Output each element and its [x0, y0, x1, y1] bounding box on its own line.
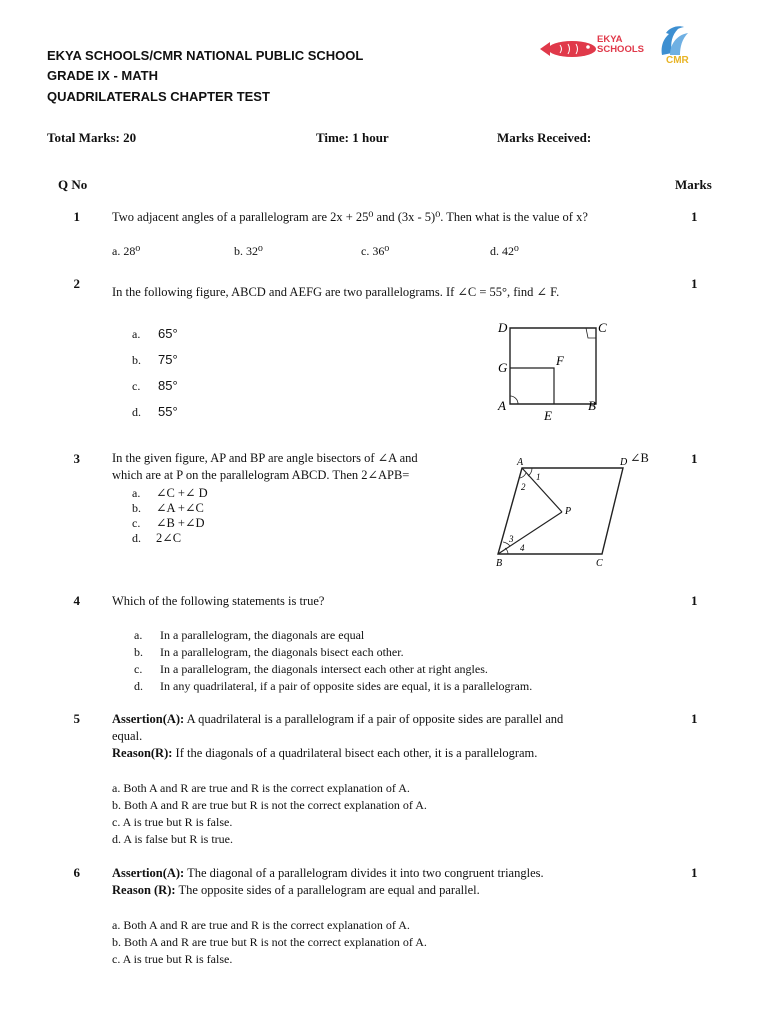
- option-d: d. 2∠C: [132, 531, 182, 545]
- assertion: [112, 865, 662, 899]
- vertex-label-g: G: [498, 360, 508, 375]
- test-title: QUADRILATERALS CHAPTER TEST: [47, 89, 270, 104]
- total-marks: Total Marks: 20: [47, 130, 137, 145]
- question-marks: 1: [691, 209, 698, 224]
- reason-label: Reason (R):: [112, 883, 176, 897]
- options-list: [112, 780, 427, 848]
- fish-icon: [538, 38, 598, 60]
- question-text: In the following figure, ABCD and AEFG are two parallelograms. If ∠C = 55°, find ∠ F.: [112, 285, 560, 299]
- marks-column-header: Marks: [675, 177, 712, 192]
- option-a: a. ∠C +∠ D: [132, 486, 208, 500]
- angle-label-2: 2: [521, 482, 526, 492]
- angle-label-3: 3: [509, 534, 514, 544]
- vertex-label-p: P: [565, 506, 572, 517]
- option-b: b. 75°: [132, 352, 178, 367]
- option-b: b. Both A and R are true but R is not the correct explanation of A.: [112, 798, 427, 812]
- options-list: [132, 486, 208, 546]
- vertex-label-c: C: [596, 558, 603, 569]
- option-c: c. In a parallelogram, the diagonals intersect each other at right angles.: [134, 662, 488, 676]
- school-name: EKYA SCHOOLS/CMR NATIONAL PUBLIC SCHOOL: [47, 48, 364, 63]
- ekya-logo-line2: SCHOOLS: [597, 44, 644, 55]
- assertion: [112, 711, 662, 762]
- swan-icon: [656, 25, 696, 57]
- vertex-label-d: D: [498, 320, 508, 335]
- vertex-label-c: C: [598, 320, 607, 335]
- options-list: [134, 627, 532, 695]
- cmr-logo-text: CMR: [666, 55, 689, 66]
- option-d: d. In any quadrilateral, if a pair of opposite sides are equal, it is a parallelogram.: [134, 679, 533, 693]
- option-d: d. A is false but R is true.: [112, 832, 233, 846]
- question-marks: 1: [691, 865, 698, 880]
- option-b: b. Both A and R are true but R is not the correct explanation of A.: [112, 935, 427, 949]
- options-list: [132, 321, 178, 425]
- question-text: Which of the following statements is true?: [112, 594, 325, 608]
- options-list: [112, 917, 427, 968]
- angle-label-4: 4: [520, 543, 525, 553]
- option-a: a. 65°: [132, 326, 178, 341]
- assertion-label: Assertion(A):: [112, 712, 185, 726]
- question-marks: 1: [691, 711, 698, 726]
- assertion-text: The diagonal of a parallelogram divides it into two congruent triangles.: [184, 866, 544, 880]
- option-a: a. 28⁰: [112, 244, 141, 258]
- parallelogram-figure-abcd-bisectors: [490, 454, 635, 570]
- question-number: 2: [73, 276, 80, 291]
- vertex-label-a: A: [498, 398, 506, 413]
- vertex-label-e: E: [544, 408, 552, 423]
- question-text-line1: In the given figure, AP and BP are angle bisectors of ∠A and: [112, 451, 418, 465]
- option-a: a. In a parallelogram, the diagonals are equal: [134, 628, 365, 642]
- option-c: c. 36⁰: [361, 244, 390, 258]
- option-b: b. ∠A +∠C: [132, 501, 204, 515]
- option-c: c. ∠B +∠D: [132, 516, 205, 530]
- option-c: c. A is true but R is false.: [112, 952, 233, 966]
- parallelogram-figure-abcd-aefg: [496, 316, 616, 426]
- question-marks: 1: [691, 593, 698, 608]
- option-c: c. A is true but R is false.: [112, 815, 233, 829]
- qno-column-header: Q No: [58, 177, 88, 192]
- question-marks: 1: [691, 276, 698, 291]
- option-d: d. 55°: [132, 404, 178, 419]
- reason-text: The opposite sides of a parallelogram are equal and parallel.: [175, 883, 480, 897]
- grade-label: GRADE IX - MATH: [47, 68, 158, 83]
- option-c: c. 85°: [132, 378, 178, 393]
- assertion-label: Assertion(A):: [112, 866, 185, 880]
- question-number: 1: [73, 209, 80, 224]
- assertion-text-line1: A quadrilateral is a parallelogram if a pair of opposite sides are parallel and: [184, 712, 564, 726]
- vertex-label-b: B: [496, 558, 503, 569]
- option-a: a. Both A and R are true and R is the correct explanation of A.: [112, 918, 410, 932]
- marks-received-label: Marks Received:: [497, 130, 592, 145]
- question-number: 4: [73, 593, 80, 608]
- option-b: b. 32⁰: [234, 244, 263, 258]
- question-marks: 1: [691, 451, 698, 466]
- vertex-label-a: A: [517, 457, 524, 468]
- option-d: d. 42⁰: [490, 244, 519, 258]
- vertex-label-b: B: [588, 398, 596, 413]
- question-text: Two adjacent angles of a parallelogram are 2x + 25⁰ and (3x - 5)⁰. Then what is the value of x?: [112, 210, 588, 224]
- angle-label-1: 1: [536, 472, 541, 482]
- assertion-text-line2: equal.: [112, 729, 143, 743]
- vertex-label-f: F: [556, 353, 564, 368]
- question-number: 5: [73, 711, 80, 726]
- option-b: b. In a parallelogram, the diagonals bisect each other.: [134, 645, 404, 659]
- cmr-logo: [654, 25, 698, 69]
- ekya-logo-line1: EKYA: [597, 34, 623, 45]
- question-text-line2: which are at P on the parallelogram ABCD. Then 2∠APB=: [112, 468, 410, 482]
- reason-text: If the diagonals of a quadrilateral bisect each other, it is a parallelogram.: [172, 746, 538, 760]
- question-number: 3: [73, 451, 80, 466]
- question-text-tail: ∠B: [630, 451, 649, 465]
- test-time: Time: 1 hour: [316, 130, 389, 145]
- vertex-label-d: D: [620, 457, 628, 468]
- reason-label: Reason(R):: [112, 746, 173, 760]
- option-a: a. Both A and R are true and R is the correct explanation of A.: [112, 781, 410, 795]
- ekya-logo: [538, 34, 642, 64]
- question-number: 6: [73, 865, 80, 880]
